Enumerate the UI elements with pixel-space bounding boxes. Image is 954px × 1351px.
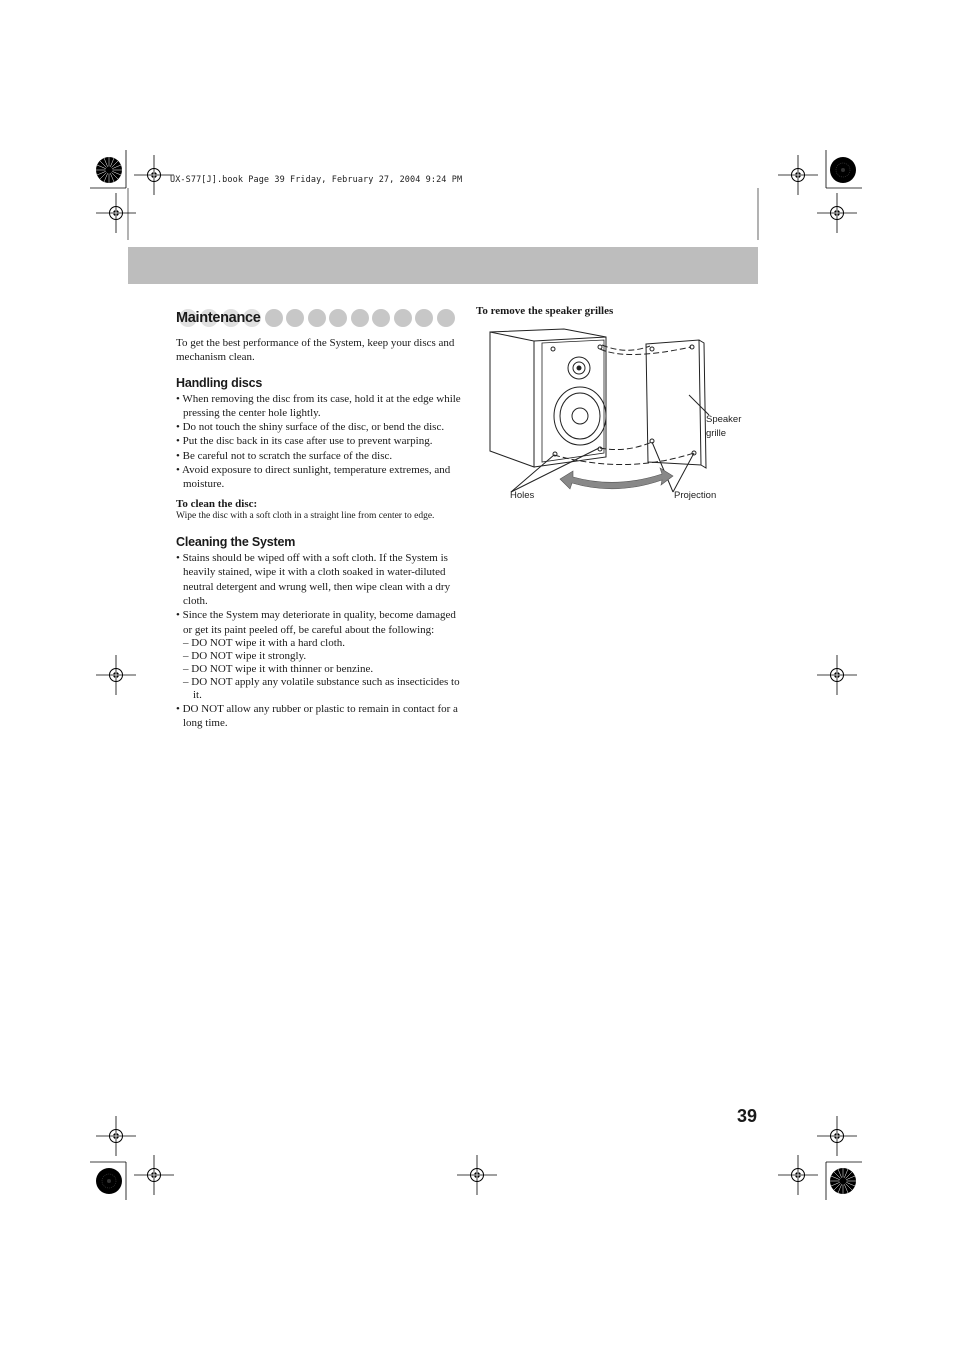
- cleaning-system-list: [176, 551, 461, 637]
- section-title: Maintenance: [176, 310, 261, 326]
- clean-disc-title: To clean the disc:: [176, 497, 258, 510]
- list-item: • Be careful not to scratch the surface of the disc.: [176, 449, 393, 462]
- list-item: – DO NOT wipe it with thinner or benzine.: [183, 662, 374, 675]
- header-banner: [128, 247, 758, 284]
- list-item: • Do not touch the shiny surface of the disc, or bend the disc.: [176, 421, 445, 434]
- figure-title: To remove the speaker grilles: [476, 305, 614, 317]
- list-item: • When removing the disc from its case, hold it at the edge while pressing the center hole lightly.: [176, 392, 461, 419]
- handling-discs-heading: Handling discs: [176, 375, 263, 390]
- section-title-row: [176, 305, 461, 331]
- label-projection: Projection: [674, 490, 717, 501]
- label-grille: grille: [706, 428, 727, 439]
- label-holes: Holes: [510, 490, 535, 501]
- list-item: – DO NOT apply any volatile substance such as insecticides to it.: [183, 675, 460, 701]
- list-item: • Stains should be wiped off with a soft cloth. If the System is heavily stained, wipe it with a cloth soaked in water-diluted neutral detergent and wrung well, then wipe clean with a dry cloth.: [176, 552, 451, 608]
- cleaning-system-heading: Cleaning the System: [176, 535, 296, 550]
- file-info-header: UX-S77[J].book Page 39 Friday, February 27, 2004 9:24 PM: [170, 175, 463, 185]
- list-item: • Put the disc back in its case after use to prevent warping.: [176, 435, 433, 448]
- maintenance-section: [176, 305, 461, 731]
- page-number: 39: [737, 1106, 758, 1126]
- handling-discs-list: [176, 392, 461, 492]
- cleaning-system-list-end: [176, 702, 461, 731]
- list-item: – DO NOT wipe it strongly.: [183, 649, 307, 662]
- cleaning-dash-list: [176, 637, 461, 702]
- list-item: • DO NOT allow any rubber or plastic to remain in contact for a long time.: [176, 702, 458, 730]
- clean-disc-text: Wipe the disc with a soft cloth in a straight line from center to edge.: [176, 510, 435, 521]
- list-item: – DO NOT wipe it with a hard cloth.: [183, 636, 346, 649]
- list-item: • Avoid exposure to direct sunlight, temperature extremes, and moisture.: [176, 464, 451, 491]
- intro-text: To get the best performance of the System, keep your discs and mechanism clean.: [176, 337, 455, 364]
- list-item: • Since the System may deteriorate in quality, become damaged or get its paint peeled off, be careful about the following:: [176, 609, 456, 636]
- label-speaker: Speaker: [706, 414, 742, 425]
